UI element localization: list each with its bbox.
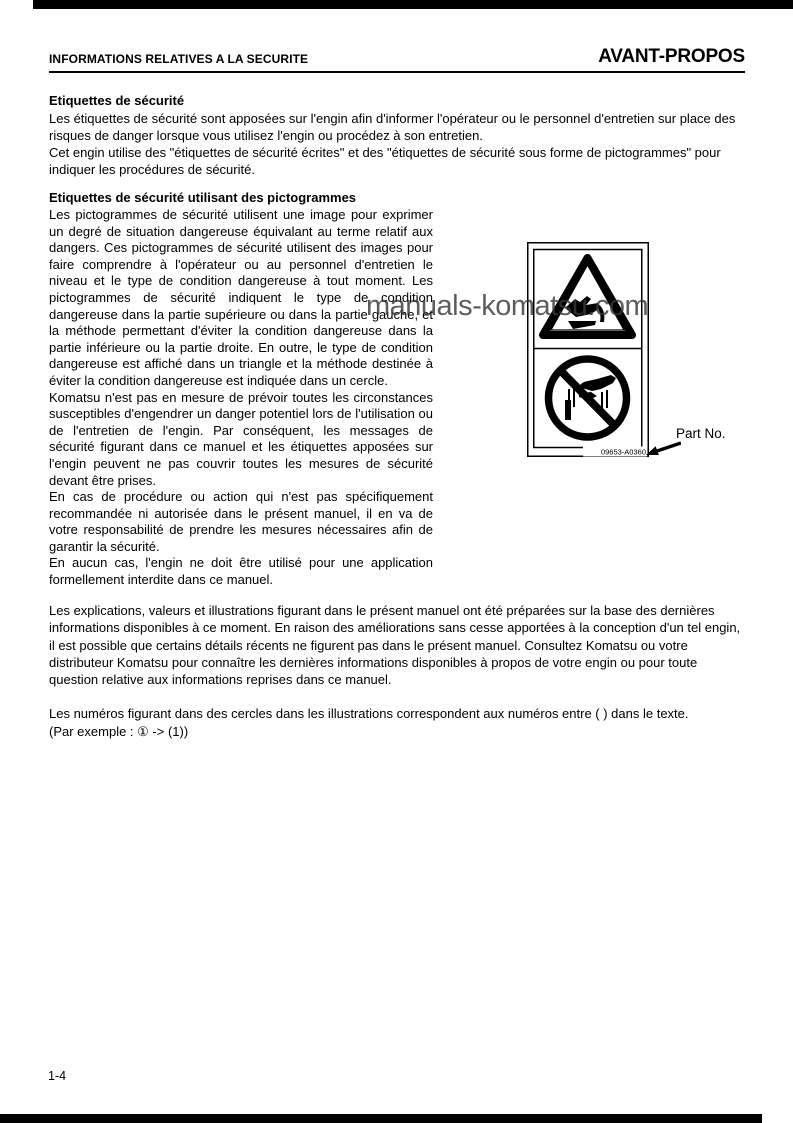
header-chapter-title: AVANT-PROPOS <box>598 46 745 67</box>
paragraph: Les numéros figurant dans des cercles dans les illustrations correspondent aux numéros entre ( ) dans le texte. <box>49 706 689 722</box>
safety-label-figure <box>527 242 649 457</box>
header-rule <box>49 71 745 73</box>
scan-artifact-bottom-bar <box>0 1114 762 1123</box>
part-number-arrow-icon <box>645 438 681 458</box>
scan-artifact-top-bar <box>33 0 793 9</box>
paragraph: En cas de procédure ou action qui n'est pas spécifiquement recommandée ni autorisée dans le présent manuel, il en va de votre responsabilité de prendre les mesures nécessaires afin de garantir la sécurité. <box>49 489 433 554</box>
header-section-title: INFORMATIONS RELATIVES A LA SECURITE <box>49 52 309 66</box>
section-heading: Etiquettes de sécurité utilisant des pictogrammes <box>49 190 357 205</box>
page-number: 1-4 <box>48 1069 67 1083</box>
safety-label-image <box>527 242 649 457</box>
paragraph: Komatsu n'est pas en mesure de prévoir toutes les circonstances susceptibles d'engendrer un danger potentiel lors de l'utilisation ou de l'entretien de l'engin. Par conséquent, les messages de sécurité figurant dans ce manuel et les étiquettes apposées sur l'engin peuvent ne pas couvrir toutes les mesures de sécurité devant être prises. <box>49 389 433 488</box>
running-header <box>49 46 745 68</box>
section-safety-labels <box>49 93 748 178</box>
paragraph: Les pictogrammes de sécurité utilisent une image pour exprimer un degré de situation dangereuse équivalant au terme relatif aux dangers. Ces pictogrammes de sécurité utilisent des images pour faire comprendre à l'opérateur ou au personnel d'entretien le niveau et le type de condition dangereuse à tout moment. Les pictogrammes de sécurité indiquent le type de condition dangereuse dans la partie supérieure ou dans la partie gauche, et la méthode permettant d'éviter la condition dangereuse dans la partie inférieure ou la partie droite. En outre, le type de condition dangereuse est affiché dans un triangle et la méthode destinée à éviter la condition dangereuse est indiquée dans un cercle. <box>49 207 433 388</box>
watermark: manuals-komatsu.com <box>366 290 649 322</box>
paragraph: Les explications, valeurs et illustrations figurant dans le présent manuel ont été préparées sur la base des dernières informations disponibles à ce moment. En raison des améliorations sans cesse apportées à la conception d'un tel engin, il est possible que certains détails récents ne figurent pas dans le présent manuel. Consultez Komatsu ou votre distributeur Komatsu pour connaître les dernières informations disponibles à propos de votre engin ou pour toute question relative aux informations reprises dans ce manuel. <box>49 603 741 688</box>
section-pictogram-labels <box>49 190 433 589</box>
paragraph: Les étiquettes de sécurité sont apposées sur l'engin afin d'informer l'opérateur ou le personnel d'entretien sur place des risques de danger lorsque vous utilisez l'engin ou procédez à son entretien. <box>49 111 736 143</box>
paragraph: En aucun cas, l'engin ne doit être utilisé pour une application formellement interdite dans ce manuel. <box>49 555 433 588</box>
do-not-touch-prohibition-icon <box>549 359 627 437</box>
paragraph: (Par exemple : ① -> (1)) <box>49 723 189 739</box>
section-heading: Etiquettes de sécurité <box>49 93 185 108</box>
part-no-label: Part No. <box>676 426 726 441</box>
part-number-text: 09653-A0360 <box>600 447 646 457</box>
paragraph: Cet engin utilise des "étiquettes de sécurité écrites" et des "étiquettes de sécurité sous forme de pictogrammes" pour indiquer les procédures de sécurité. <box>49 145 721 177</box>
closing-paragraphs <box>49 602 748 740</box>
